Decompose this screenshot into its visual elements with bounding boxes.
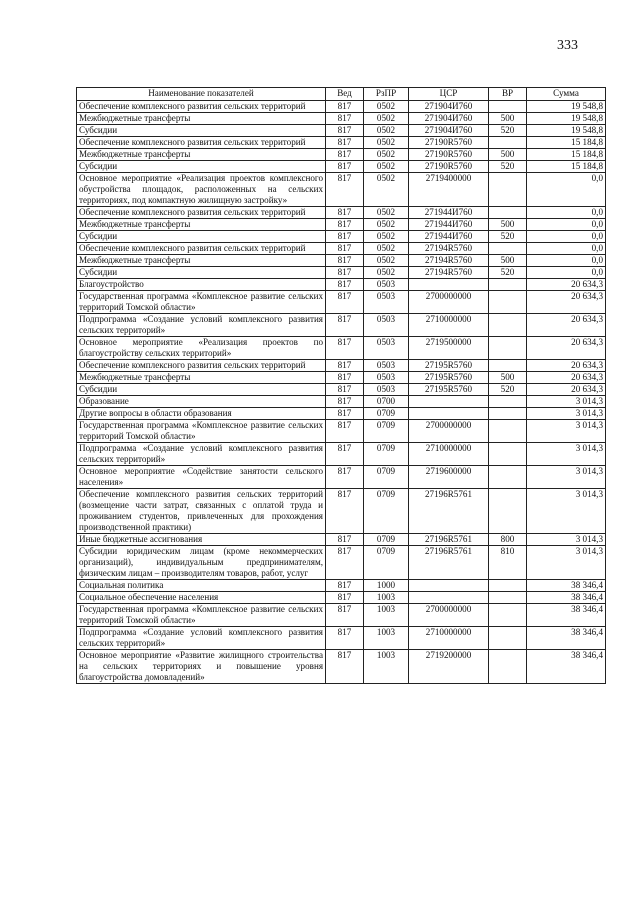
page-number: 333: [557, 38, 578, 53]
cell-csr: 27195R5760: [409, 372, 489, 384]
cell-sum: 20 634,3: [527, 337, 606, 360]
cell-name: Обеспечение комплексного развития сельских территорий: [77, 101, 326, 113]
cell-vr: 500: [489, 255, 527, 267]
cell-rzpr: 0502: [364, 267, 409, 279]
table-row: [77, 466, 606, 489]
cell-rzpr: 0502: [364, 113, 409, 125]
table-row: [77, 592, 606, 604]
cell-name: Обеспечение комплексного развития сельских территорий: [77, 360, 326, 372]
cell-name: Межбюджетные трансферты: [77, 255, 326, 267]
table-row: [77, 604, 606, 627]
cell-name: Другие вопросы в области образования: [77, 408, 326, 420]
cell-rzpr: 0700: [364, 396, 409, 408]
cell-ved: 817: [326, 279, 364, 291]
cell-csr: 271944И760: [409, 207, 489, 219]
cell-name: Социальная политика: [77, 580, 326, 592]
cell-name: Основное мероприятие «Содействие занятости сельского населения»: [77, 466, 326, 489]
cell-ved: 817: [326, 360, 364, 372]
cell-sum: 20 634,3: [527, 384, 606, 396]
table-row: [77, 580, 606, 592]
cell-csr: 2719500000: [409, 337, 489, 360]
cell-vr: [489, 592, 527, 604]
cell-vr: 520: [489, 125, 527, 137]
cell-sum: 0,0: [527, 267, 606, 279]
cell-vr: [489, 207, 527, 219]
cell-name: Субсидии: [77, 384, 326, 396]
cell-sum: 0,0: [527, 173, 606, 207]
cell-sum: 3 014,3: [527, 489, 606, 534]
table-row: [77, 113, 606, 125]
cell-ved: 817: [326, 291, 364, 314]
cell-csr: 27190R5760: [409, 161, 489, 173]
cell-csr: 271904И760: [409, 125, 489, 137]
cell-name: Основное мероприятие «Реализация проектов комплексного обустройства площадок, расположенных на сельских территориях, под компактную жилищную застройку»: [77, 173, 326, 207]
cell-rzpr: 0502: [364, 161, 409, 173]
cell-vr: [489, 443, 527, 466]
cell-sum: 19 548,8: [527, 101, 606, 113]
cell-rzpr: 1003: [364, 627, 409, 650]
cell-csr: 2700000000: [409, 604, 489, 627]
table-row: [77, 546, 606, 580]
cell-vr: [489, 291, 527, 314]
cell-name: Субсидии: [77, 161, 326, 173]
cell-sum: 3 014,3: [527, 420, 606, 443]
cell-ved: 817: [326, 384, 364, 396]
cell-name: Подпрограмма «Создание условий комплексного развития сельских территорий»: [77, 443, 326, 466]
table-row: [77, 650, 606, 684]
cell-ved: 817: [326, 125, 364, 137]
cell-vr: 520: [489, 267, 527, 279]
cell-name: Подпрограмма «Создание условий комплексного развития сельских территорий»: [77, 627, 326, 650]
cell-csr: 27194R5760: [409, 243, 489, 255]
header-csr: ЦСР: [409, 88, 489, 101]
cell-vr: 520: [489, 161, 527, 173]
header-rzpr: РзПР: [364, 88, 409, 101]
cell-rzpr: 0709: [364, 546, 409, 580]
cell-csr: [409, 396, 489, 408]
cell-ved: 817: [326, 534, 364, 546]
cell-vr: 500: [489, 149, 527, 161]
cell-rzpr: 1003: [364, 650, 409, 684]
cell-rzpr: 0502: [364, 219, 409, 231]
table-row: [77, 489, 606, 534]
cell-rzpr: 0503: [364, 384, 409, 396]
cell-vr: [489, 650, 527, 684]
cell-sum: 0,0: [527, 219, 606, 231]
cell-vr: [489, 243, 527, 255]
table-row: [77, 627, 606, 650]
cell-ved: 817: [326, 231, 364, 243]
table-row: [77, 279, 606, 291]
cell-name: Основное мероприятие «Реализация проектов по благоустройству сельских территорий»: [77, 337, 326, 360]
cell-sum: 3 014,3: [527, 466, 606, 489]
cell-csr: 27196R5761: [409, 546, 489, 580]
cell-csr: 2710000000: [409, 627, 489, 650]
table-row: [77, 125, 606, 137]
table-row: [77, 137, 606, 149]
cell-csr: 27195R5760: [409, 360, 489, 372]
cell-ved: 817: [326, 466, 364, 489]
table-row: [77, 161, 606, 173]
cell-vr: 500: [489, 113, 527, 125]
cell-vr: [489, 420, 527, 443]
cell-vr: [489, 173, 527, 207]
table-row: [77, 534, 606, 546]
table-row: [77, 443, 606, 466]
cell-ved: 817: [326, 137, 364, 149]
cell-name: Иные бюджетные ассигнования: [77, 534, 326, 546]
cell-sum: 0,0: [527, 207, 606, 219]
cell-ved: 817: [326, 255, 364, 267]
cell-rzpr: 0503: [364, 291, 409, 314]
cell-name: Субсидии: [77, 231, 326, 243]
cell-rzpr: 0502: [364, 173, 409, 207]
cell-rzpr: 1003: [364, 592, 409, 604]
table-row: [77, 243, 606, 255]
cell-ved: 817: [326, 627, 364, 650]
cell-name: Субсидии: [77, 125, 326, 137]
cell-sum: 19 548,8: [527, 125, 606, 137]
cell-csr: 27196R5761: [409, 534, 489, 546]
table-row: [77, 314, 606, 337]
cell-vr: [489, 279, 527, 291]
table-row: [77, 267, 606, 279]
cell-name: Обеспечение комплексного развития сельских территорий: [77, 243, 326, 255]
cell-vr: [489, 360, 527, 372]
cell-sum: 15 184,8: [527, 137, 606, 149]
cell-csr: [409, 592, 489, 604]
cell-csr: 27195R5760: [409, 384, 489, 396]
cell-ved: 817: [326, 592, 364, 604]
cell-ved: 817: [326, 219, 364, 231]
cell-name: Межбюджетные трансферты: [77, 113, 326, 125]
table-body: [77, 101, 606, 684]
cell-sum: 3 014,3: [527, 546, 606, 580]
cell-vr: 520: [489, 384, 527, 396]
cell-rzpr: 1003: [364, 604, 409, 627]
cell-ved: 817: [326, 408, 364, 420]
cell-name: Социальное обеспечение населения: [77, 592, 326, 604]
cell-rzpr: 0709: [364, 489, 409, 534]
cell-rzpr: 0709: [364, 443, 409, 466]
cell-sum: 0,0: [527, 243, 606, 255]
cell-vr: [489, 604, 527, 627]
cell-vr: 520: [489, 231, 527, 243]
cell-csr: 2719600000: [409, 466, 489, 489]
cell-vr: [489, 489, 527, 534]
cell-vr: [489, 627, 527, 650]
cell-csr: 2700000000: [409, 420, 489, 443]
cell-csr: 27196R5761: [409, 489, 489, 534]
table-row: [77, 396, 606, 408]
cell-rzpr: 0502: [364, 207, 409, 219]
cell-ved: 817: [326, 372, 364, 384]
cell-vr: 800: [489, 534, 527, 546]
table-row: [77, 408, 606, 420]
cell-csr: 271904И760: [409, 113, 489, 125]
cell-csr: 271944И760: [409, 231, 489, 243]
cell-name: Государственная программа «Комплексное развитие сельских территорий Томской области»: [77, 420, 326, 443]
cell-csr: 27190R5760: [409, 137, 489, 149]
cell-ved: 817: [326, 267, 364, 279]
cell-csr: [409, 279, 489, 291]
cell-csr: 2700000000: [409, 291, 489, 314]
cell-name: Государственная программа «Комплексное развитие сельских территорий Томской области»: [77, 291, 326, 314]
cell-sum: 3 014,3: [527, 408, 606, 420]
cell-rzpr: 0502: [364, 255, 409, 267]
cell-vr: [489, 137, 527, 149]
cell-name: Государственная программа «Комплексное развитие сельских территорий Томской области»: [77, 604, 326, 627]
cell-name: Межбюджетные трансферты: [77, 219, 326, 231]
table-row: [77, 360, 606, 372]
cell-ved: 817: [326, 443, 364, 466]
table-row: [77, 337, 606, 360]
budget-table: [76, 87, 606, 684]
cell-sum: 0,0: [527, 255, 606, 267]
cell-name: Образование: [77, 396, 326, 408]
cell-name: Обеспечение комплексного развития сельских территорий: [77, 137, 326, 149]
header-name: Наименование показателей: [77, 88, 326, 101]
cell-sum: 19 548,8: [527, 113, 606, 125]
cell-sum: 20 634,3: [527, 314, 606, 337]
cell-ved: 817: [326, 580, 364, 592]
cell-ved: 817: [326, 314, 364, 337]
table-row: [77, 384, 606, 396]
cell-name: Субсидии: [77, 267, 326, 279]
table-row: [77, 231, 606, 243]
cell-sum: 38 346,4: [527, 650, 606, 684]
cell-vr: [489, 337, 527, 360]
cell-sum: 15 184,8: [527, 161, 606, 173]
cell-rzpr: 0503: [364, 337, 409, 360]
cell-ved: 817: [326, 161, 364, 173]
cell-rzpr: 0502: [364, 125, 409, 137]
cell-csr: 2719200000: [409, 650, 489, 684]
cell-sum: 38 346,4: [527, 592, 606, 604]
cell-sum: 3 014,3: [527, 396, 606, 408]
cell-sum: 38 346,4: [527, 604, 606, 627]
cell-vr: [489, 396, 527, 408]
cell-csr: 2719400000: [409, 173, 489, 207]
cell-ved: 817: [326, 396, 364, 408]
cell-name: Обеспечение комплексного развития сельских территорий (возмещение части затрат, связанных с оплатой труда и проживанием студентов, привлеченных для прохождения производственной практики): [77, 489, 326, 534]
cell-ved: 817: [326, 546, 364, 580]
cell-rzpr: 0502: [364, 243, 409, 255]
cell-sum: 20 634,3: [527, 360, 606, 372]
cell-rzpr: 0709: [364, 408, 409, 420]
cell-rzpr: 0503: [364, 360, 409, 372]
cell-ved: 817: [326, 173, 364, 207]
cell-sum: 3 014,3: [527, 443, 606, 466]
cell-name: Благоустройство: [77, 279, 326, 291]
cell-ved: 817: [326, 149, 364, 161]
cell-name: Основное мероприятие «Развитие жилищного строительства на сельских территориях и повышение уровня благоустройства домовладений»: [77, 650, 326, 684]
table-row: [77, 173, 606, 207]
cell-ved: 817: [326, 489, 364, 534]
cell-csr: 271944И760: [409, 219, 489, 231]
cell-name: Субсидии юридическим лицам (кроме некоммерческих организаций), индивидуальным предпринимателям, физическим лицам – производителям товаров, работ, услуг: [77, 546, 326, 580]
cell-ved: 817: [326, 243, 364, 255]
cell-name: Обеспечение комплексного развития сельских территорий: [77, 207, 326, 219]
cell-ved: 817: [326, 207, 364, 219]
cell-sum: 20 634,3: [527, 291, 606, 314]
cell-rzpr: 0503: [364, 279, 409, 291]
cell-csr: [409, 408, 489, 420]
cell-vr: [489, 101, 527, 113]
header-vr: ВР: [489, 88, 527, 101]
cell-name: Подпрограмма «Создание условий комплексного развития сельских территорий»: [77, 314, 326, 337]
cell-csr: [409, 580, 489, 592]
cell-ved: 817: [326, 650, 364, 684]
table-header-row: [77, 88, 606, 101]
cell-vr: 500: [489, 372, 527, 384]
cell-csr: 2710000000: [409, 314, 489, 337]
cell-ved: 817: [326, 101, 364, 113]
cell-ved: 817: [326, 420, 364, 443]
cell-vr: [489, 580, 527, 592]
cell-ved: 817: [326, 337, 364, 360]
cell-vr: [489, 466, 527, 489]
table-row: [77, 207, 606, 219]
table-row: [77, 101, 606, 113]
table-row: [77, 255, 606, 267]
cell-rzpr: 1000: [364, 580, 409, 592]
cell-rzpr: 0503: [364, 372, 409, 384]
cell-csr: 27194R5760: [409, 255, 489, 267]
table-row: [77, 219, 606, 231]
header-sum: Сумма: [527, 88, 606, 101]
cell-rzpr: 0709: [364, 420, 409, 443]
cell-csr: 271904И760: [409, 101, 489, 113]
cell-sum: 15 184,8: [527, 149, 606, 161]
table-row: [77, 420, 606, 443]
cell-rzpr: 0502: [364, 137, 409, 149]
cell-sum: 20 634,3: [527, 279, 606, 291]
cell-sum: 0,0: [527, 231, 606, 243]
cell-sum: 3 014,3: [527, 534, 606, 546]
cell-name: Межбюджетные трансферты: [77, 372, 326, 384]
cell-vr: [489, 314, 527, 337]
cell-ved: 817: [326, 604, 364, 627]
cell-csr: 27190R5760: [409, 149, 489, 161]
cell-csr: 27194R5760: [409, 267, 489, 279]
cell-rzpr: 0709: [364, 534, 409, 546]
header-ved: Вед: [326, 88, 364, 101]
cell-sum: 38 346,4: [527, 627, 606, 650]
cell-vr: 810: [489, 546, 527, 580]
table-row: [77, 372, 606, 384]
cell-ved: 817: [326, 113, 364, 125]
cell-csr: 2710000000: [409, 443, 489, 466]
cell-rzpr: 0502: [364, 101, 409, 113]
cell-sum: 38 346,4: [527, 580, 606, 592]
table-row: [77, 149, 606, 161]
cell-vr: [489, 408, 527, 420]
cell-rzpr: 0503: [364, 314, 409, 337]
cell-sum: 20 634,3: [527, 372, 606, 384]
cell-rzpr: 0502: [364, 149, 409, 161]
cell-vr: 500: [489, 219, 527, 231]
cell-rzpr: 0502: [364, 231, 409, 243]
cell-rzpr: 0709: [364, 466, 409, 489]
cell-name: Межбюджетные трансферты: [77, 149, 326, 161]
table-row: [77, 291, 606, 314]
